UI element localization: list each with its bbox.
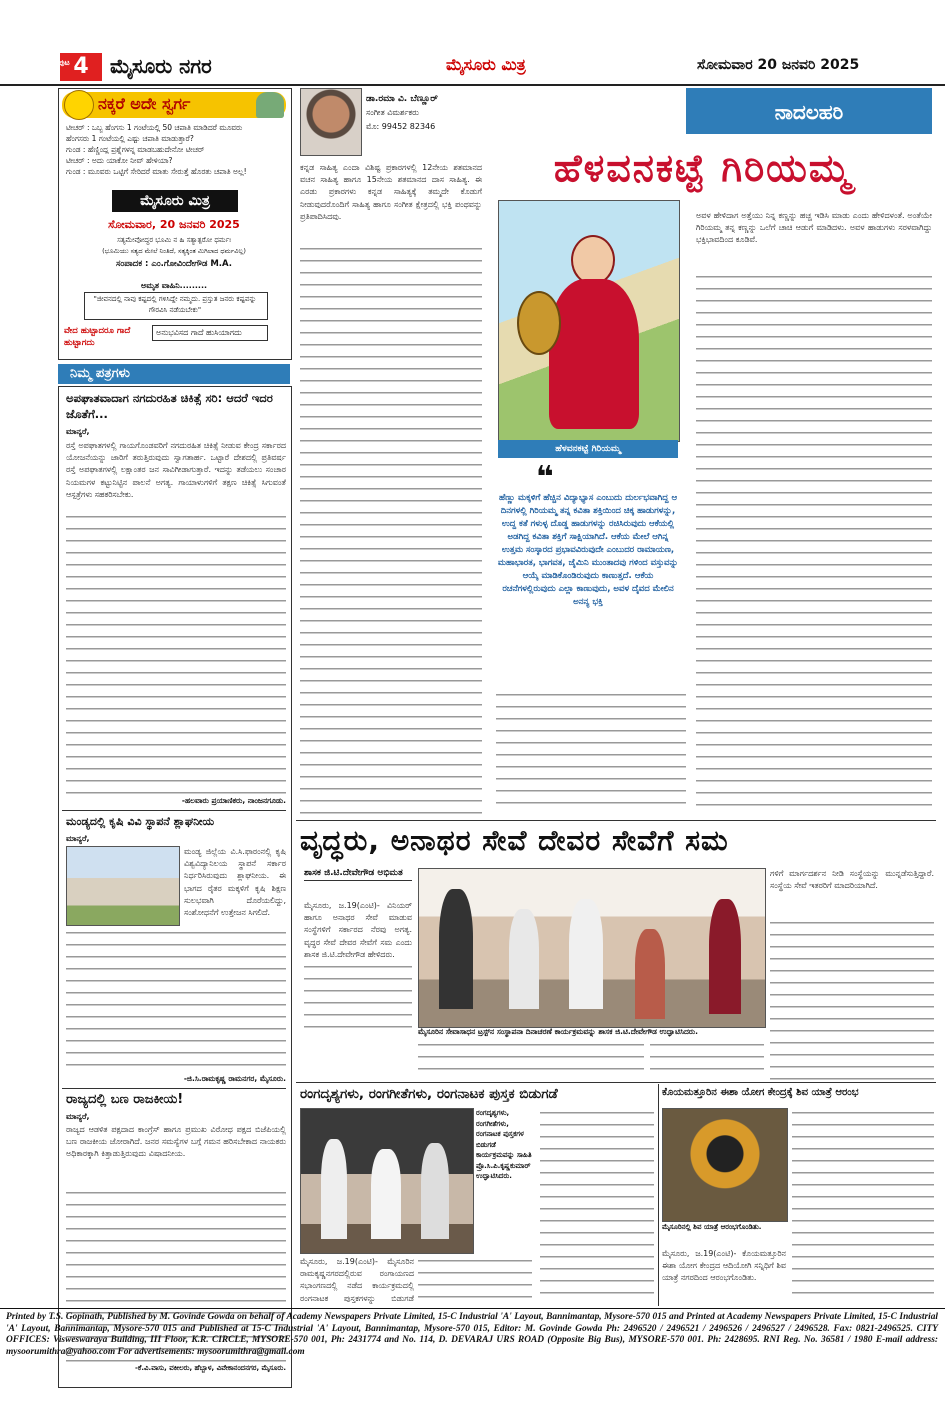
joke-line: ಗುಂಡ : ಮೂವರು ಒಟ್ಟಿಗೆ ಸೇರಿದರೆ ಮಾತು ಸೇರುತ್ತೆ ಹೊರತು ಚಪಾತಿ ಅಲ್ಲ! bbox=[66, 167, 247, 176]
divider bbox=[658, 1084, 659, 1306]
divider bbox=[296, 1082, 936, 1083]
figure-saree bbox=[549, 279, 639, 429]
joke-lines bbox=[66, 122, 286, 177]
main-subhead: ಶಾಸಕ ಜಿ.ಟಿ.ದೇವೇಗೌಡ ಅಭಿಮತ bbox=[304, 866, 412, 881]
column-body-right: ಅವಳ ಹೇಳಿದಾಗ ಅತ್ತೆಯು ನಿನ್ನ ಕಣ್ಣನ್ನು ಹಚ್ಚ ಇಡಿಸಿ ಮಾಡು ಎಂದು ಹೇಳಿದಳಂತೆ. ಅಂತೆಯೇ ಗಿರಿಯಮ್ಮ ತನ್ನ ಕಣ್ಣನ್ನು ಒಲೆಗೆ ಚಾಚಿ ಆಡುಗೆ ಮಾಡಿದಳು. ಅವಳ ಹಾಡುಗಳು ಸರಳವಾಗಿದ್ದು ಭಕ್ತಿಭಾವದಿಂದ ಕೂಡಿವೆ. bbox=[696, 211, 932, 245]
person bbox=[421, 1143, 449, 1239]
author-photo bbox=[300, 88, 362, 156]
person bbox=[509, 909, 539, 1009]
person bbox=[635, 929, 665, 1019]
joke-line: ಟೀಚರ್ : ಅದು ಯಾಕೋ ನೀವ್ ಹೇಳಿಯಾ? bbox=[66, 156, 173, 165]
yatra-headline: ಕೊಯಮತ್ತೂರಿನ ಈಶಾ ಯೋಗ ಕೇಂದ್ರಕ್ಕೆ ಶಿವ ಯಾತ್ರೆ ಆರಂಭ bbox=[662, 1087, 859, 1098]
divider bbox=[62, 1088, 286, 1089]
divider bbox=[62, 810, 286, 811]
figure-head bbox=[571, 235, 615, 285]
amruta-text: "ಜೀವನದಲ್ಲಿ ನಾವು ಕಷ್ಟದಲ್ಲಿ ಗಳಿಸಿದ್ದೇ ನಮ್ಮದು. ಪ್ರಸ್ತುತ ಜನರು ಕಷ್ಟವನ್ನು ಗೌರವಿಸಿ ನಡೆಯಬೇಕು" bbox=[93, 295, 257, 314]
main-body-continued bbox=[304, 962, 412, 1038]
author-role: ಸಂಗೀತ ವಿಮರ್ಶಕರು bbox=[366, 108, 419, 117]
imprint-editor: ಸಂಪಾದಕ : ಎಂ.ಗೋವಿಂದೇಗೌಡ M.A. bbox=[116, 259, 232, 269]
main-body-col3 bbox=[650, 1040, 764, 1080]
giriyamma-painting bbox=[498, 200, 680, 442]
letter2-title: ಮಂಡ್ಯದಲ್ಲಿ ಕೃಷಿ ವಿವಿ ಸ್ಥಾಪನೆ ಶ್ಲಾಘನೀಯ bbox=[66, 815, 215, 828]
imprint-motto: ಸತ್ಯಮೇವೋದ್ಧರ ಭೂಮಿ ನ ಹಿ ಸತ್ಯಾತ್ಪರೋ ಧರ್ಮಃ bbox=[117, 236, 231, 244]
proverb-left: ವೇದ ಹುಟ್ಟಾದರೂ ಗಾದೆ ಹುಟ್ಟಾಗದು bbox=[64, 326, 131, 348]
letter2-body: ಮಂಡ್ಯ ಜಿಲ್ಲೆಯ ವಿ.ಸಿ.ಫಾರಂನಲ್ಲಿ ಕೃಷಿ ವಿಶ್ವವಿದ್ಯಾನಿಲಯ ಸ್ಥಾಪನೆ ಸರ್ಕಾರ ನಿರ್ಧರಿಸಿರುವುದು ಶ್ಲಾಘನೀಯ. ಈ ಭಾಗದ ರೈತರ ಮಕ್ಕಳಿಗೆ ಕೃಷಿ ಶಿಕ್ಷಣ ಸುಲಭವಾಗಿ ದೊರೆಯಲಿದ್ದು, ಸಂಶೋಧನೆಗೆ ಉತ್ತೇಜನ ಸಿಗಲಿದೆ. bbox=[184, 847, 286, 918]
event-photo-caption: ಮೈಸೂರಿನ ಸೇವಾಸಾಧನ ಟ್ರಸ್ಟ್‌ನ ಸಂಸ್ಥಾಪನಾ ದಿನಾಚರಣೆ ಕಾರ್ಯಕ್ರಮವನ್ನು ಶಾಸಕ ಜಿ.ಟಿ.ದೇವೇಗೌಡ ಉದ್ಘಾಟಿಸಿದರು. bbox=[418, 1027, 699, 1036]
letter1-continued-text bbox=[66, 512, 286, 794]
letter1-salutation: ಮಾನ್ಯರೆ, bbox=[66, 427, 90, 436]
main-right-col: ಗಳಿಗೆ ಮಾರ್ಗದರ್ಶನ ನೀಡಿ ಸಂಸ್ಥೆಯನ್ನು ಮುನ್ನಡೆಸುತ್ತಿದ್ದಾರೆ. ಸಂಸ್ಥೆಯ ಸೇವೆ ಇತರರಿಗೆ ಮಾದರಿಯಾಗಿದೆ. bbox=[770, 869, 934, 891]
person bbox=[321, 1139, 347, 1239]
pull-quote: ಹೆಣ್ಣು ಮಕ್ಕಳಿಗೆ ಹೆಚ್ಚಿನ ವಿದ್ಯಾಭ್ಯಾಸ ಎಂಬುದು ದುರ್ಲಭವಾಗಿದ್ದ ಆ ದಿನಗಳಲ್ಲಿ ಗಿರಿಯಮ್ಮ ತನ್ನ ಕವಿತಾ ಶಕ್ತಿಯಿಂದ ಚಿಕ್ಕ ಹಾಡುಗಳನ್ನು, ಉದ್ದ ಕತೆ ಗಳುಳ್ಳ ದೊಡ್ಡ ಹಾಡುಗಳನ್ನು ರಚಿಸಿರುವುದು ಆಕೆಯಲ್ಲಿ ಅಡಗಿದ್ದ ಕವಿತಾ ಶಕ್ತಿಗೆ ಸಾಕ್ಷಿಯಾಗಿದೆ. ಆಕೆಯ ಮೇಲೆ ಆಗಿನ್ನ ಉತ್ತಮ ಸಂಸ್ಕಾರದ ಪ್ರಭಾವವಿರುವುದೇ ಎಂಬುದರ ರಾಮಾಯಣ, ಮಹಾಭಾರತ, ಭಾಗವತ, ಜೈಮಿನಿ ಮುಂತಾದವು ಗಳಿಂದ ವಸ್ತುವನ್ನು ಆಯ್ಕೆ ಮಾಡಿಕೊಂಡಿರುವುದು ಕಾಣುತ್ತದೆ. ಆಕೆಯ ರಚನೆಗಳಲ್ಲಿರುವುದು ಎಲ್ಲಾ ಕಾಣುವುದು, ಅವಳ ದೈವದ ಮೇಲಿನ ಅನನ್ಯ ಭಕ್ತಿ bbox=[497, 493, 679, 607]
cartoon-icon bbox=[256, 92, 284, 118]
imprint-logo: ಮೈಸೂರು ಮಿತ್ರ bbox=[112, 190, 238, 212]
column-body-right-continued bbox=[696, 272, 932, 816]
imprint-date: ಸೋಮವಾರ, 20 ಜನವರಿ 2025 bbox=[108, 218, 240, 231]
theatre-body-continued bbox=[418, 1256, 532, 1304]
theatre-headline: ರಂಗದೃಶ್ಯಗಳು, ರಂಗಗೀತೆಗಳು, ರಂಗನಾಟಕ ಪುಸ್ತಕ ಬಿಡುಗಡೆ bbox=[300, 1086, 558, 1102]
amruta-title: ಅಮೃತ ವಾಹಿನಿ......... bbox=[140, 281, 208, 290]
yatra-body-continued bbox=[792, 1108, 934, 1304]
author-phone: ಮೊ: 99452 82346 bbox=[366, 122, 436, 131]
yatra-photo bbox=[662, 1108, 788, 1222]
letter1-title: ಅಪಘಾತವಾದಾಗ ನಗದುರಹಿತ ಚಿಕಿತ್ಸೆ ಸರಿ: ಆದರೆ ಇದರ ಜೊತೆಗೆ... bbox=[66, 391, 273, 421]
proverb-right: ಅನುಭವಿಸದ ಗಾದೆ ಹುಸಿಯಾಗದು bbox=[152, 325, 268, 341]
yatra-body: ಮೈಸೂರು, ಜ.19(ಎಂಟಿ)- ಕೊಯಮತ್ತೂರಿನ ಈಶಾ ಯೋಗ ಕೇಂದ್ರದ ಆದಿಯೋಗಿ ಸನ್ನಿಧಿಗೆ ಶಿವ ಯಾತ್ರೆ ನಗರದಿಂದ ಆರಂಭಗೊಂಡಿತು. bbox=[662, 1249, 786, 1283]
masthead: ಮೈಸೂರು ಮಿತ್ರ bbox=[446, 55, 526, 74]
person bbox=[709, 899, 741, 1014]
joke-line: ಗುಂಡ : ಹೆಣ್ಣಿಂದ್ಲ ಪ್ರಶ್ನೆಗಳನ್ನ ಮಾಡಬಹುದೇನೋ ಟೀಚರ್ bbox=[66, 145, 205, 154]
main-body-col2 bbox=[418, 1040, 644, 1080]
column-body-left-continued bbox=[300, 244, 482, 814]
person bbox=[371, 1149, 401, 1239]
painting-caption: ಹೆಳವನಕಟ್ಟೆ ಗಿರಿಯಮ್ಮ bbox=[498, 440, 678, 458]
tanpura bbox=[517, 291, 561, 355]
letter3-body: ರಾಜ್ಯದ ಆಡಳಿತ ಪಕ್ಷದಾದ ಕಾಂಗ್ರೆಸ್ ಹಾಗೂ ಪ್ರಮುಖ ವಿರೋಧ ಪಕ್ಷದ ಬಿಜೆಪಿಯಲ್ಲಿ ಬಣ ರಾಜಕೀಯ ಜೋರಾಗಿದೆ. ಜನರ ಸಮಸ್ಯೆಗಳ ಬಗ್ಗೆ ಗಮನ ಹರಿಸಬೇಕಾದ ನಾಯಕರು ಅಧಿಕಾರಕ್ಕಾಗಿ ಕಿತ್ತಾಡುತ್ತಿರುವುದು ವಿಷಾದನೀಯ. bbox=[66, 1125, 286, 1159]
footer-imprint: Printed by T.S. Gopinath, Published by M. Govinde Gowda on behalf of Academy Newspapers Private Limited, 15-C Industrial 'A' Layout, Bannimantap, Mysore-570 015 and Printed at Academy Newspapers Private Limited, 15-C Industrial 'A' Layout, Bannimantap, Mysore-570 015 and Published at 15-C Industrial 'A' Layout, Bannimantap, Mysore-570 015, Editor: M. Govinde Gowda Ph: 2496520 / 2496521 / 2496526 / 2496527 / 2496528. Fax: 0821-2496525. CITY OFFICES: Visweswaraya Building, III Floor, K.R. CIRCLE, MYSORE-570 001, Ph: 2431774 and No. 114, D. DEVARAJ URS ROAD (Opposite Big Bus), MYSORE-570 001. Ph: 2428695. RNI Reg. No. 36581 / 1980 E-mail address: mysoorumithra@yahoo.com For advertisements: mysoorumithra@gmail.com bbox=[6, 1312, 938, 1357]
column-body-left: ಕನ್ನಡ ಸಾಹಿತ್ಯ ಎಂದಾ ವಿಶಿಷ್ಟ ಪ್ರಕಾರಗಳಲ್ಲಿ 12ನೇಯ ಶತಮಾನದ ವಚನ ಸಾಹಿತ್ಯ ಹಾಗೂ 15ನೇಯ ಶತಮಾನದ ದಾಸ ಸಾಹಿತ್ಯ. ಈ ಎರಡು ಪ್ರಕಾರಗಳು ಕನ್ನಡ ಸಾಹಿತ್ಯಕ್ಕೆ ತಮ್ಮದೇ ಕೊಡುಗೆ ನೀಡುವುದರೊಂದಿಗೆ ಸಾಹಿತ್ಯ ಹಾಗೂ ಸಂಗೀತ ಕ್ಷೇತ್ರದಲ್ಲಿ ಭಕ್ತಿ ಪಂಥವನ್ನು ಪ್ರತಿಪಾದಿಸಿದವು. bbox=[300, 163, 482, 221]
letter1-body: ರಸ್ತೆ ಅಪಘಾತಗಳಲ್ಲಿ ಗಾಯಗೊಂಡವರಿಗೆ ನಗದುರಹಿತ ಚಿಕಿತ್ಸೆ ನೀಡುವ ಕೇಂದ್ರ ಸರ್ಕಾರದ ಯೋಜನೆಯನ್ನು ಜಾರಿಗೆ ತರುತ್ತಿರುವುದು ಸ್ವಾಗತಾರ್ಹ. ಒಟ್ಟಾರೆ ದೇಶದಲ್ಲಿ ಪ್ರತಿವರ್ಷ ರಸ್ತೆ ಅಪಘಾತಗಳಲ್ಲಿ ಲಕ್ಷಾಂತರ ಜನ ಸಾವಿಗೀಡಾಗುತ್ತಾರೆ. ಇದನ್ನು ತಡೆಯಲು ಸಂಚಾರ ನಿಯಮಗಳ ಕಟ್ಟುನಿಟ್ಟಿನ ಪಾಲನೆ ಅಗತ್ಯ. ಗಾಯಾಳುಗಳಿಗೆ ತಕ್ಷಣ ಚಿಕಿತ್ಸೆ ಸಿಗುವಂತೆ ಆಸ್ಪತ್ರೆಗಳು ಸಹಕರಿಸಬೇಕು. bbox=[66, 441, 286, 499]
divider bbox=[0, 1308, 945, 1309]
letter2-salutation: ಮಾನ್ಯರೆ, bbox=[66, 834, 90, 843]
pull-quote-mark: ❝ bbox=[536, 460, 554, 495]
yatra-photo-caption: ಮೈಸೂರಿನಲ್ಲಿ ಶಿವ ಯಾತ್ರೆ ಆರಂಭಗೊಂಡಿತು. bbox=[662, 1223, 762, 1231]
letter2-sign: -ಜಿ.ಸಿ.ರಾಮಕೃಷ್ಣ ರಾಮನಗರ, ಮೈಸೂರು. bbox=[183, 1074, 286, 1083]
page-tag: ಪುಟ bbox=[58, 58, 70, 67]
main-headline: ವೃದ್ಧರು, ಅನಾಥರ ಸೇವೆ ದೇವರ ಸೇವೆಗೆ ಸಮ bbox=[300, 824, 729, 857]
theatre-body-col3 bbox=[540, 1108, 654, 1304]
letter3-title: ರಾಜ್ಯದಲ್ಲಿ ಬಣ ರಾಜಕೀಯ! bbox=[66, 1092, 184, 1107]
letter3-sign: -ಕೆ.ವಿ.ವಾಸು, ವಕೀಲರು, ಹೆಬ್ಬಾಳ, ವಿವೇಕಾನಂದನಗರ, ಮೈಸೂರು. bbox=[135, 1364, 286, 1372]
joke-line: ಟೀಚರ್ : ಒಬ್ಬ ಹೆಂಗಸು 1 ಗಂಟೆಯಲ್ಲಿ 50 ಚಪಾತಿ ಮಾಡಿದರೆ ಮೂವರು bbox=[66, 123, 243, 132]
letter3-salutation: ಮಾನ್ಯರೆ, bbox=[66, 1112, 90, 1121]
theatre-photo bbox=[300, 1108, 474, 1254]
person bbox=[439, 889, 473, 1009]
main-right-col-continued bbox=[770, 918, 934, 1080]
theatre-photo-caption: ರಂಗದೃಶ್ಯಗಳು, ರಂಗಗೀತೆಗಳು, ರಂಗನಾಟಕ ಪುಸ್ತಕಗಳ ಬಿಡುಗಡೆ ಕಾರ್ಯಕ್ರಮವನ್ನು ಸಾಹಿತಿ ಪ್ರೊ.ಸಿ.ಪಿ.ಕೃಷ್ಣಕುಮಾರ್ ಉದ್ಘಾಟಿಸಿದರು. bbox=[476, 1109, 532, 1180]
main-body: ಮೈಸೂರು, ಜ.19(ಎಂಟಿ)- ವಿನಿಯರ್ ಹಾಗೂ ಅನಾಥರ ಸೇವೆ ಮಾಡುವ ಸಂಸ್ಥೆಗಳಿಗೆ ಸರ್ಕಾರದ ನೆರವು ಅಗತ್ಯ. ವೃದ್ಧರ ಸೇವೆ ದೇವರ ಸೇವೆಗೆ ಸಮ ಎಂದು ಶಾಸಕ ಜಿ.ಟಿ.ದೇವೇಗೌಡ ಹೇಳಿದರು. bbox=[304, 901, 412, 959]
university-building-photo bbox=[66, 846, 180, 926]
joke-title: ನಕ್ಕರೆ ಅದೇ ಸ್ವರ್ಗ bbox=[98, 94, 191, 113]
letter1-sign: -ಹಲವಾರು ಪ್ರಯಾಣಿಕರು, ನಾಂಜನಗೂಡು. bbox=[181, 796, 286, 805]
divider bbox=[296, 820, 936, 821]
page-number: 4 bbox=[73, 54, 89, 79]
joke-line: ಹೆಂಗಸರು 1 ಗಂಟೆಯಲ್ಲಿ ಎಷ್ಟು ಚಪಾತಿ ಮಾಡುತ್ತಾರೆ? bbox=[66, 134, 194, 143]
column-body-mid bbox=[496, 690, 686, 814]
letters-section-title: ನಿಮ್ಮ ಪತ್ರಗಳು bbox=[70, 366, 130, 381]
laughing-face-icon bbox=[64, 90, 94, 120]
letter2-continued-text bbox=[66, 928, 286, 1072]
section-title: ಮೈಸೂರು ನಗರ bbox=[110, 54, 212, 78]
column-title: ಹೆಳವನಕಟ್ಟೆ ಗಿರಿಯಮ್ಮ bbox=[553, 146, 853, 190]
page-number-badge bbox=[60, 53, 102, 81]
header-date: ಸೋಮವಾರ 20 ಜನವರಿ 2025 bbox=[697, 57, 860, 73]
author-name: ಡಾ.ರಮಾ ವಿ. ಬೆಣ್ಣೂರ್ bbox=[366, 94, 438, 104]
person bbox=[569, 899, 603, 1009]
imprint-motto-translation: (ಭೂಮಿಯು ಸತ್ಯದ ಮೇಲೆ ನಿಂತಿದೆ, ಸತ್ಯಕ್ಕಿಂತ ಮಿಗಿಲಾದ ಧರ್ಮವಿಲ್ಲ) bbox=[102, 247, 246, 255]
event-photo bbox=[418, 868, 766, 1028]
theatre-body: ಮೈಸೂರು, ಜ.19(ಎಂಟಿ)- ಮೈಸೂರಿನ ರಾಮಕೃಷ್ಣನಗರದಲ್ಲಿರುವ ರಂಗಾಯಣದ ಸಭಾಂಗಣದಲ್ಲಿ ನಡೆದ ಕಾರ್ಯಕ್ರಮದಲ್ಲಿ ರಂಗನಾಟಕ ಪುಸ್ತಕಗಳನ್ನು ಬಿಡುಗಡೆ bbox=[300, 1257, 414, 1303]
column-name: ನಾದಲಹರಿ bbox=[774, 100, 844, 124]
